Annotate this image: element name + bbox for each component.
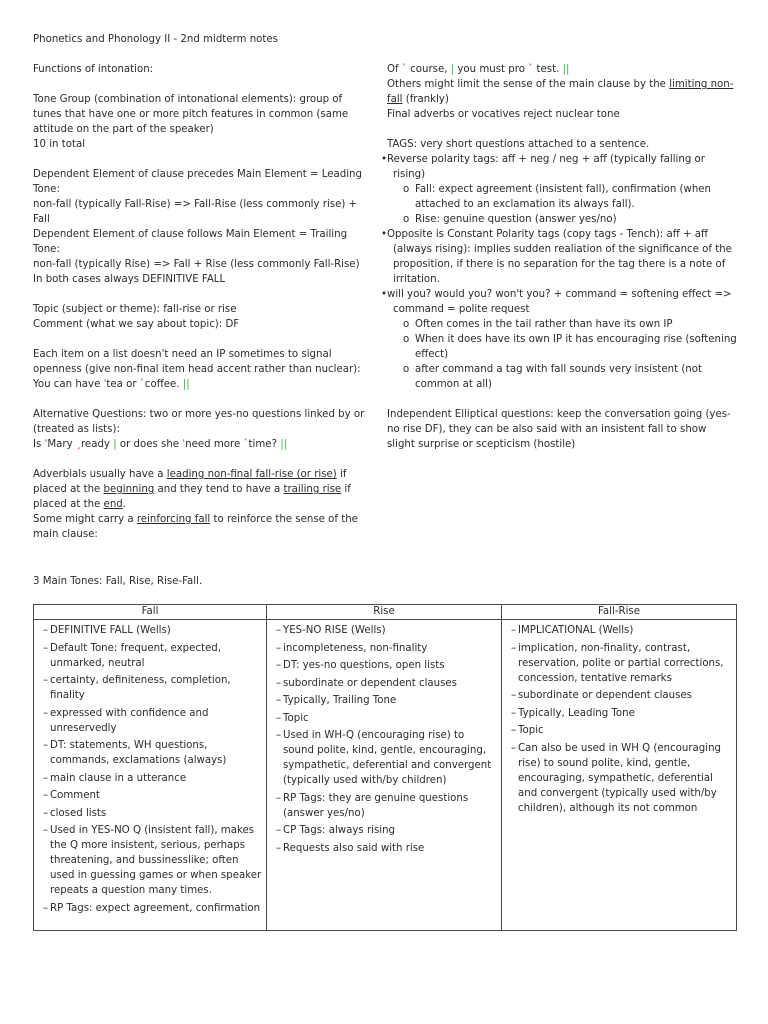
comment-note: Comment (what we say about topic): DF <box>33 319 240 330</box>
example-text: tea or <box>106 379 140 390</box>
list-item: o Fall: expect agreement (insistent fall), confirmation (when attached to an exclamation its always fall). <box>403 182 737 212</box>
example-text: course, <box>406 64 451 75</box>
list-item: – RP Tags: expect agreement, confirmation <box>38 901 262 916</box>
boundary-mark: || <box>280 439 288 450</box>
adverbials-text: if placed at the <box>33 484 355 510</box>
example-text: test. <box>533 64 563 75</box>
list-item: – RP Tags: they are genuine questions (answer yes/no) <box>271 791 497 821</box>
list-item: – main clause in a utterance <box>38 771 262 786</box>
list-item: – Comment <box>38 788 262 803</box>
constant-polarity-tags: • Opposite is Constant Polarity tags (copy tags - Tench): aff + aff (always rising): implies sudden realiation of the significance of the proposition, if there is no separation for the tag there is a note of irritation. <box>387 227 737 287</box>
list-item: – expressed with confidence and unreservedly <box>38 706 262 736</box>
reinforcing-text: Some might carry a <box>33 514 137 525</box>
trailing-tone-detail: non-fall (typically Rise) => Fall + Rise (less commonly Fall-Rise) <box>33 259 360 270</box>
list-item: o Often comes in the tail rather than have its own IP <box>403 317 737 332</box>
example-text: need more <box>185 439 244 450</box>
boundary-mark: | <box>113 439 117 450</box>
limiting-text: Others might limit the sense of the main clause by the <box>387 79 670 90</box>
softening-tags: • will you? would you? won't you? + command = softening effect => command = polite request <box>387 287 737 317</box>
list-item: – DT: statements, WH questions, commands, exclamations (always) <box>38 738 262 768</box>
list-item: – Can also be used in WH Q (encouraging rise) to sound polite, kind, gentle, encouraging, sympathetic, deferential and convergent (typically used with/by children), although its not common <box>506 741 732 816</box>
column-header-fall: Fall <box>34 605 267 620</box>
tags-heading: TAGS: very short questions attached to a sentence. <box>387 139 650 150</box>
topic-note: Topic (subject or theme): fall-rise or rise <box>33 304 237 315</box>
example-mary-ready <box>33 437 373 452</box>
list-item: – Typically, Leading Tone <box>506 706 732 721</box>
definitive-fall-note: In both cases always DEFINITIVE FALL <box>33 274 226 285</box>
stress-mark: ˈ <box>44 439 48 450</box>
rise-mark: ˏ <box>75 439 81 450</box>
underlined-term: limiting non-fall <box>387 79 734 105</box>
list-item: – Topic <box>506 723 732 738</box>
list-item: – subordinate or dependent clauses <box>271 676 497 691</box>
boundary-mark: || <box>562 64 570 75</box>
tone-group-definition: Tone Group (combination of intonational elements): group of tunes that have one or more pitch features in common (same attitude on the part of the speaker) <box>33 94 352 135</box>
right-column <box>387 62 737 452</box>
boundary-mark: | <box>450 64 455 75</box>
fall-mark: ˋ <box>401 64 407 75</box>
tags-list <box>387 152 737 392</box>
list-item: – Used in YES-NO Q (insistent fall), makes the Q more insistent, serious, perhaps threatening, and bussinesslike; often used in guessing games or when speaker repeats a question many times. <box>38 823 262 898</box>
list-item: – Topic <box>271 711 497 726</box>
list-item-note: Each item on a list doesn't need an IP sometimes to signal openness (give non-final item head accent rather than nuclear): <box>33 349 361 375</box>
tones-heading: 3 Main Tones: Fall, Rise, Rise-Fall. <box>33 576 203 587</box>
example-text: or does she <box>116 439 183 450</box>
column-header-rise: Rise <box>267 605 502 620</box>
independent-elliptical-note: Independent Elliptical questions: keep the conversation going (yes-no rise DF), they can be also said with an insistent fall to show slight surprise or scepticism (hostile) <box>387 409 731 450</box>
alternative-questions-note: Alternative Questions: two or more yes-no questions linked by or (treated as lists): <box>33 409 368 435</box>
list-item: – Used in WH-Q (encouraging rise) to sound polite, kind, gentle, encouraging, sympathetic, deferential and convergent (typically used with/by children) <box>271 728 497 788</box>
table-row <box>34 620 737 931</box>
limiting-non-fall-note <box>387 77 737 107</box>
reinforcing-fall-note <box>33 512 373 542</box>
boundary-mark: || <box>182 379 190 390</box>
list-item: – IMPLICATIONAL (Wells) <box>506 623 732 638</box>
list-item: – implication, non-finality, contrast, reservation, polite or partial corrections, concession, tentative remarks <box>506 641 732 686</box>
list-item: – subordinate or dependent clauses <box>506 688 732 703</box>
adverbials-text: if placed at the <box>33 469 350 495</box>
list-item: – closed lists <box>38 806 262 821</box>
fall-cell <box>34 620 267 931</box>
example-text: time? <box>248 439 281 450</box>
adverbials-text: Adverbials usually have a <box>33 469 167 480</box>
trailing-tone-rule: Dependent Element of clause follows Main Element = Trailing Tone: <box>33 229 351 255</box>
example-text: Of <box>387 64 402 75</box>
table-header-row <box>34 605 737 620</box>
reinforcing-text: to reinforce the sense of the main clause: <box>33 514 362 540</box>
fall-mark: ˋ <box>243 439 249 450</box>
example-text: you must pro <box>454 64 529 75</box>
page-title: Phonetics and Phonology II - 2nd midterm notes <box>33 34 278 45</box>
example-of-course <box>387 62 737 77</box>
example-text: coffee. <box>144 379 183 390</box>
list-item <box>387 227 737 287</box>
adverbials-note <box>33 467 373 512</box>
list-item: – Default Tone: frequent, expected, unmarked, neutral <box>38 641 262 671</box>
example-text: ready <box>80 439 114 450</box>
underlined-term: end <box>103 499 123 510</box>
stress-mark: ˈ <box>182 439 186 450</box>
tones-table <box>33 604 737 931</box>
limiting-text: (frankly) <box>402 94 449 105</box>
list-item: – Requests also said with rise <box>271 841 497 856</box>
fall-mark: ˋ <box>139 379 145 390</box>
adverbials-text: and they tend to have a <box>154 484 284 495</box>
list-item: – DEFINITIVE FALL (Wells) <box>38 623 262 638</box>
example-text: Mary <box>47 439 76 450</box>
example-text: Is <box>33 439 45 450</box>
list-item <box>387 287 737 392</box>
list-item: o after command a tag with fall sounds very insistent (not common at all) <box>403 362 737 392</box>
list-item: – Typically, Trailing Tone <box>271 693 497 708</box>
leading-tone-detail: non-fall (typically Fall-Rise) => Fall-Rise (less commonly rise) + Fall <box>33 199 361 225</box>
list-item: – DT: yes-no questions, open lists <box>271 658 497 673</box>
stress-mark: ˈ <box>103 379 107 390</box>
list-item: – YES-NO RISE (Wells) <box>271 623 497 638</box>
underlined-term: beginning <box>103 484 155 495</box>
final-adverbs-note: Final adverbs or vocatives reject nuclear tone <box>387 109 620 120</box>
functions-heading: Functions of intonation: <box>33 64 154 75</box>
example-tea-coffee <box>33 377 373 392</box>
fall-mark: ˋ <box>528 64 534 75</box>
reverse-polarity-sublist <box>387 182 737 227</box>
list-item: – CP Tags: always rising <box>271 823 497 838</box>
underlined-term: trailing rise <box>283 484 342 495</box>
fall-rise-list <box>506 623 732 816</box>
leading-tone-rule: Dependent Element of clause precedes Main Element = Leading Tone: <box>33 169 366 195</box>
example-text: You can have <box>33 379 104 390</box>
left-column <box>33 32 373 542</box>
fall-rise-cell <box>502 620 737 931</box>
rise-list <box>271 623 497 856</box>
reverse-polarity-tags: • Reverse polarity tags: aff + neg / neg + aff (typically falling or rising) <box>387 152 737 182</box>
list-item <box>387 152 737 227</box>
tone-group-count: 10 in total <box>33 139 86 150</box>
softening-sublist <box>387 317 737 392</box>
underlined-term: leading non-final fall-rise (or rise) <box>166 469 337 480</box>
underlined-term: reinforcing fall <box>136 514 211 525</box>
list-item: – incompleteness, non-finality <box>271 641 497 656</box>
fall-list <box>38 623 262 916</box>
list-item: – certainty, definiteness, completion, finality <box>38 673 262 703</box>
column-header-fall-rise: Fall-Rise <box>502 605 737 620</box>
list-item: o Rise: genuine question (answer yes/no) <box>403 212 737 227</box>
rise-cell <box>267 620 502 931</box>
adverbials-text: . <box>122 499 126 510</box>
list-item: o When it does have its own IP it has encouraging rise (softening effect) <box>403 332 737 362</box>
